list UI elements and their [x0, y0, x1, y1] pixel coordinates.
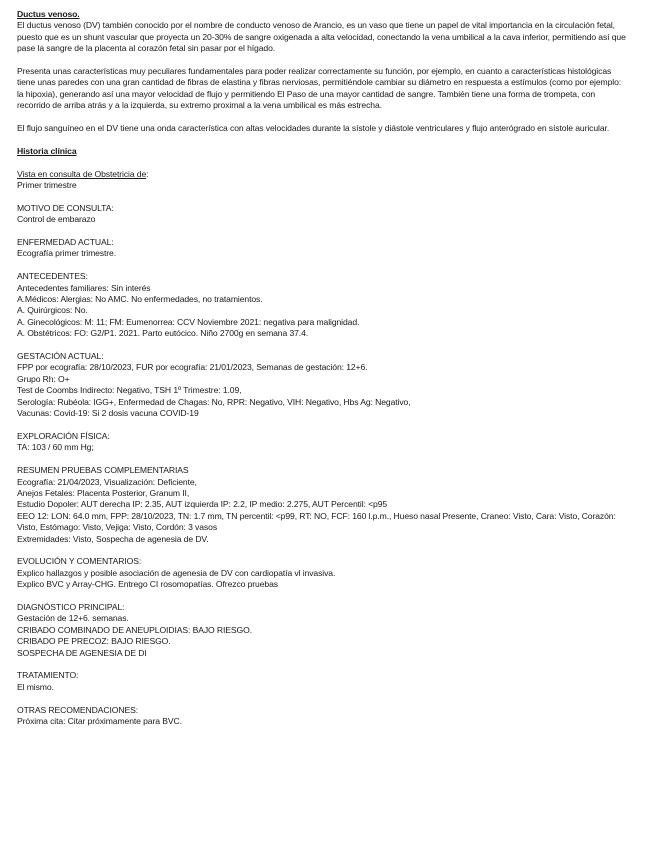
section-line: A. Quirúrgicos: No. [17, 305, 88, 316]
section-line: Serología: Rubéola: IGG+, Enfermedad de Chagas: No, RPR: Negativo, VIH: Negativo, Hbs Ag: Negativo, [17, 396, 411, 407]
visit-label: Vista en consulta de Obstetricia de [17, 168, 147, 179]
evolucion-comentarios-section [17, 556, 629, 590]
section-line: Próxima cita: Citar próximamente para BVC. [17, 715, 182, 726]
section-line: Ecografía primer trimestre. [17, 248, 117, 259]
gestacion-actual-section [17, 351, 629, 419]
section-line: Extremidades: Visto, Sospecha de agenesia de DV. [17, 533, 209, 544]
motivo-consulta-section [17, 203, 629, 226]
antecedentes-section [17, 271, 629, 339]
section-heading: OTRAS RECOMENDACIONES: [17, 704, 138, 715]
section-line: Explico hallazgos y posible asociación de agenesia de DV con cardiopatía vl invasiva. [17, 567, 336, 578]
section-line: Antecedentes familiares: Sin interés [17, 282, 151, 293]
intro-paragraph-1: El ductus venoso (DV) también conocido por el nombre de conducto venoso de Arancio, es un vaso que tiene un papel de vital importancia en la circulación fetal, puesto que es un shunt vascular que proyecta un 20-30% de sangre oxigenada a alta velocidad, conectando la vena umbilical a la cava inferior, permitiendo así que pase la sangre de la placenta al corazón fetal sin pasar por el hígado. [17, 20, 626, 54]
section-line: Anejos Fetales: Placenta Posterior, Granum II, [17, 487, 190, 498]
section-line: TA: 103 / 60 mm Hg; [17, 442, 94, 453]
section-heading: GESTACIÓN ACTUAL: [17, 351, 104, 362]
section-line: El mismo. [17, 681, 54, 692]
section-title-ductus-venoso: Ductus venoso. [17, 9, 80, 19]
section-line: A. Ginecológicos: M: 11; FM: Eumenorrea: CCV Noviembre 2021: negativa para malignidad. [17, 316, 360, 327]
section-line: FPP por ecografía: 28/10/2023, FUR por ecografía: 21/01/2023, Semanas de gestación: 12+6. [17, 362, 368, 373]
section-line: A.Médicos: Alergias: No AMC. No enfermedades, no tratamientos. [17, 294, 263, 305]
section-line: A. Obstétricos: FO: G2/P1. 2021. Parto eutócico. Niño 2700g en semana 37.4. [17, 328, 309, 339]
section-line: Ecografía: 21/04/2023, Visualización: Deficiente, [17, 476, 197, 487]
section-heading: TRATAMIENTO: [17, 670, 79, 681]
section-heading: EVOLUCIÓN Y COMENTARIOS: [17, 556, 142, 567]
section-line: Gestación de 12+6. semanas. [17, 613, 129, 624]
section-line: Control de embarazo [17, 214, 96, 225]
section-title-historia-clinica: Historia clínica [17, 145, 77, 156]
resumen-pruebas-section [17, 465, 629, 545]
otras-recomendaciones-section [17, 705, 629, 728]
section-line: Grupo Rh: O+ [17, 373, 70, 384]
section-line: Estudio Dopoler: AUT derecha IP: 2.35, AUT izquierda IP: 2.2, IP medio: 2.275, AUT Percentil: <p95 [17, 499, 388, 510]
section-line: CRIBADO COMBINADO DE ANEUPLOIDIAS: BAJO RIESGO. [17, 624, 253, 635]
section-line: EEO 12: LON: 64.0 mm, FPP: 28/10/2023, TN: 1.7 mm, TN percentil: <p99, RT: NO, FCF: 160 l.p.m., Hueso nasal Presente, Craneo: Visto, Cara: Visto, Corazón: Visto, Estómago: Visto, Vejiga: Visto, Cordón: 3 vasos [17, 510, 616, 533]
section-heading: MOTIVO DE CONSULTA: [17, 202, 114, 213]
diagnostico-principal-section [17, 602, 629, 659]
section-heading: EXPLORACIÓN FÍSICA: [17, 430, 110, 441]
ductus-venoso-section [17, 9, 629, 134]
section-heading: RESUMEN PRUEBAS COMPLEMENTARIAS [17, 465, 189, 476]
section-heading: ANTECEDENTES: [17, 271, 88, 282]
section-line: Vacunas: Covid-19: Si 2 dosis vacuna COVID-19 [17, 408, 199, 419]
tratamiento-section [17, 670, 629, 693]
visit-value: Primer trimestre [17, 180, 77, 191]
intro-paragraph-3: El flujo sanguíneo en el DV tiene una onda característica con altas velocidades durante la sístole y diástole ventriculares y flujo anterógrado en sístole auricular. [17, 123, 610, 134]
visit-colon: : [146, 168, 149, 179]
section-heading: ENFERMEDAD ACTUAL: [17, 237, 114, 248]
historia-clinica-section [17, 146, 629, 192]
visit-line [17, 169, 629, 180]
document-body [17, 9, 629, 727]
section-line: SOSPECHA DE AGENESIA DE DI [17, 647, 147, 658]
exploracion-fisica-section [17, 431, 629, 454]
section-line: CRIBADO PE PRECOZ: BAJO RIESGO. [17, 636, 171, 647]
section-line: Explico BVC y Array-CHG. Entrego CI rosomopatías. Ofrezco pruebas [17, 579, 278, 590]
enfermedad-actual-section [17, 237, 629, 260]
section-heading: DIAGNÓSTICO PRINCIPAL: [17, 601, 125, 612]
section-line: Test de Coombs Indirecto: Negativo, TSH 1º Trimestre: 1.09, [17, 385, 242, 396]
intro-paragraph-2: Presenta unas características muy peculiares fundamentales para poder realizar correctamente su función, por ejemplo, en cuanto a características histológicas tiene unas paredes con una gran cantidad de fibras de elastina y fibras nerviosas, permitiéndole cambiar su diámetro en respuesta a estímulos (como por ejemplo: la hipoxia), generando así una mayor velocidad de flujo y permitiendo El Paso de una mayor cantidad de sangre. También tiene una forma de trompeta, con recorrido de arriba atrás y a la izquierda, su extremo proximal a la vena umbilical es más estrecha. [17, 66, 622, 111]
